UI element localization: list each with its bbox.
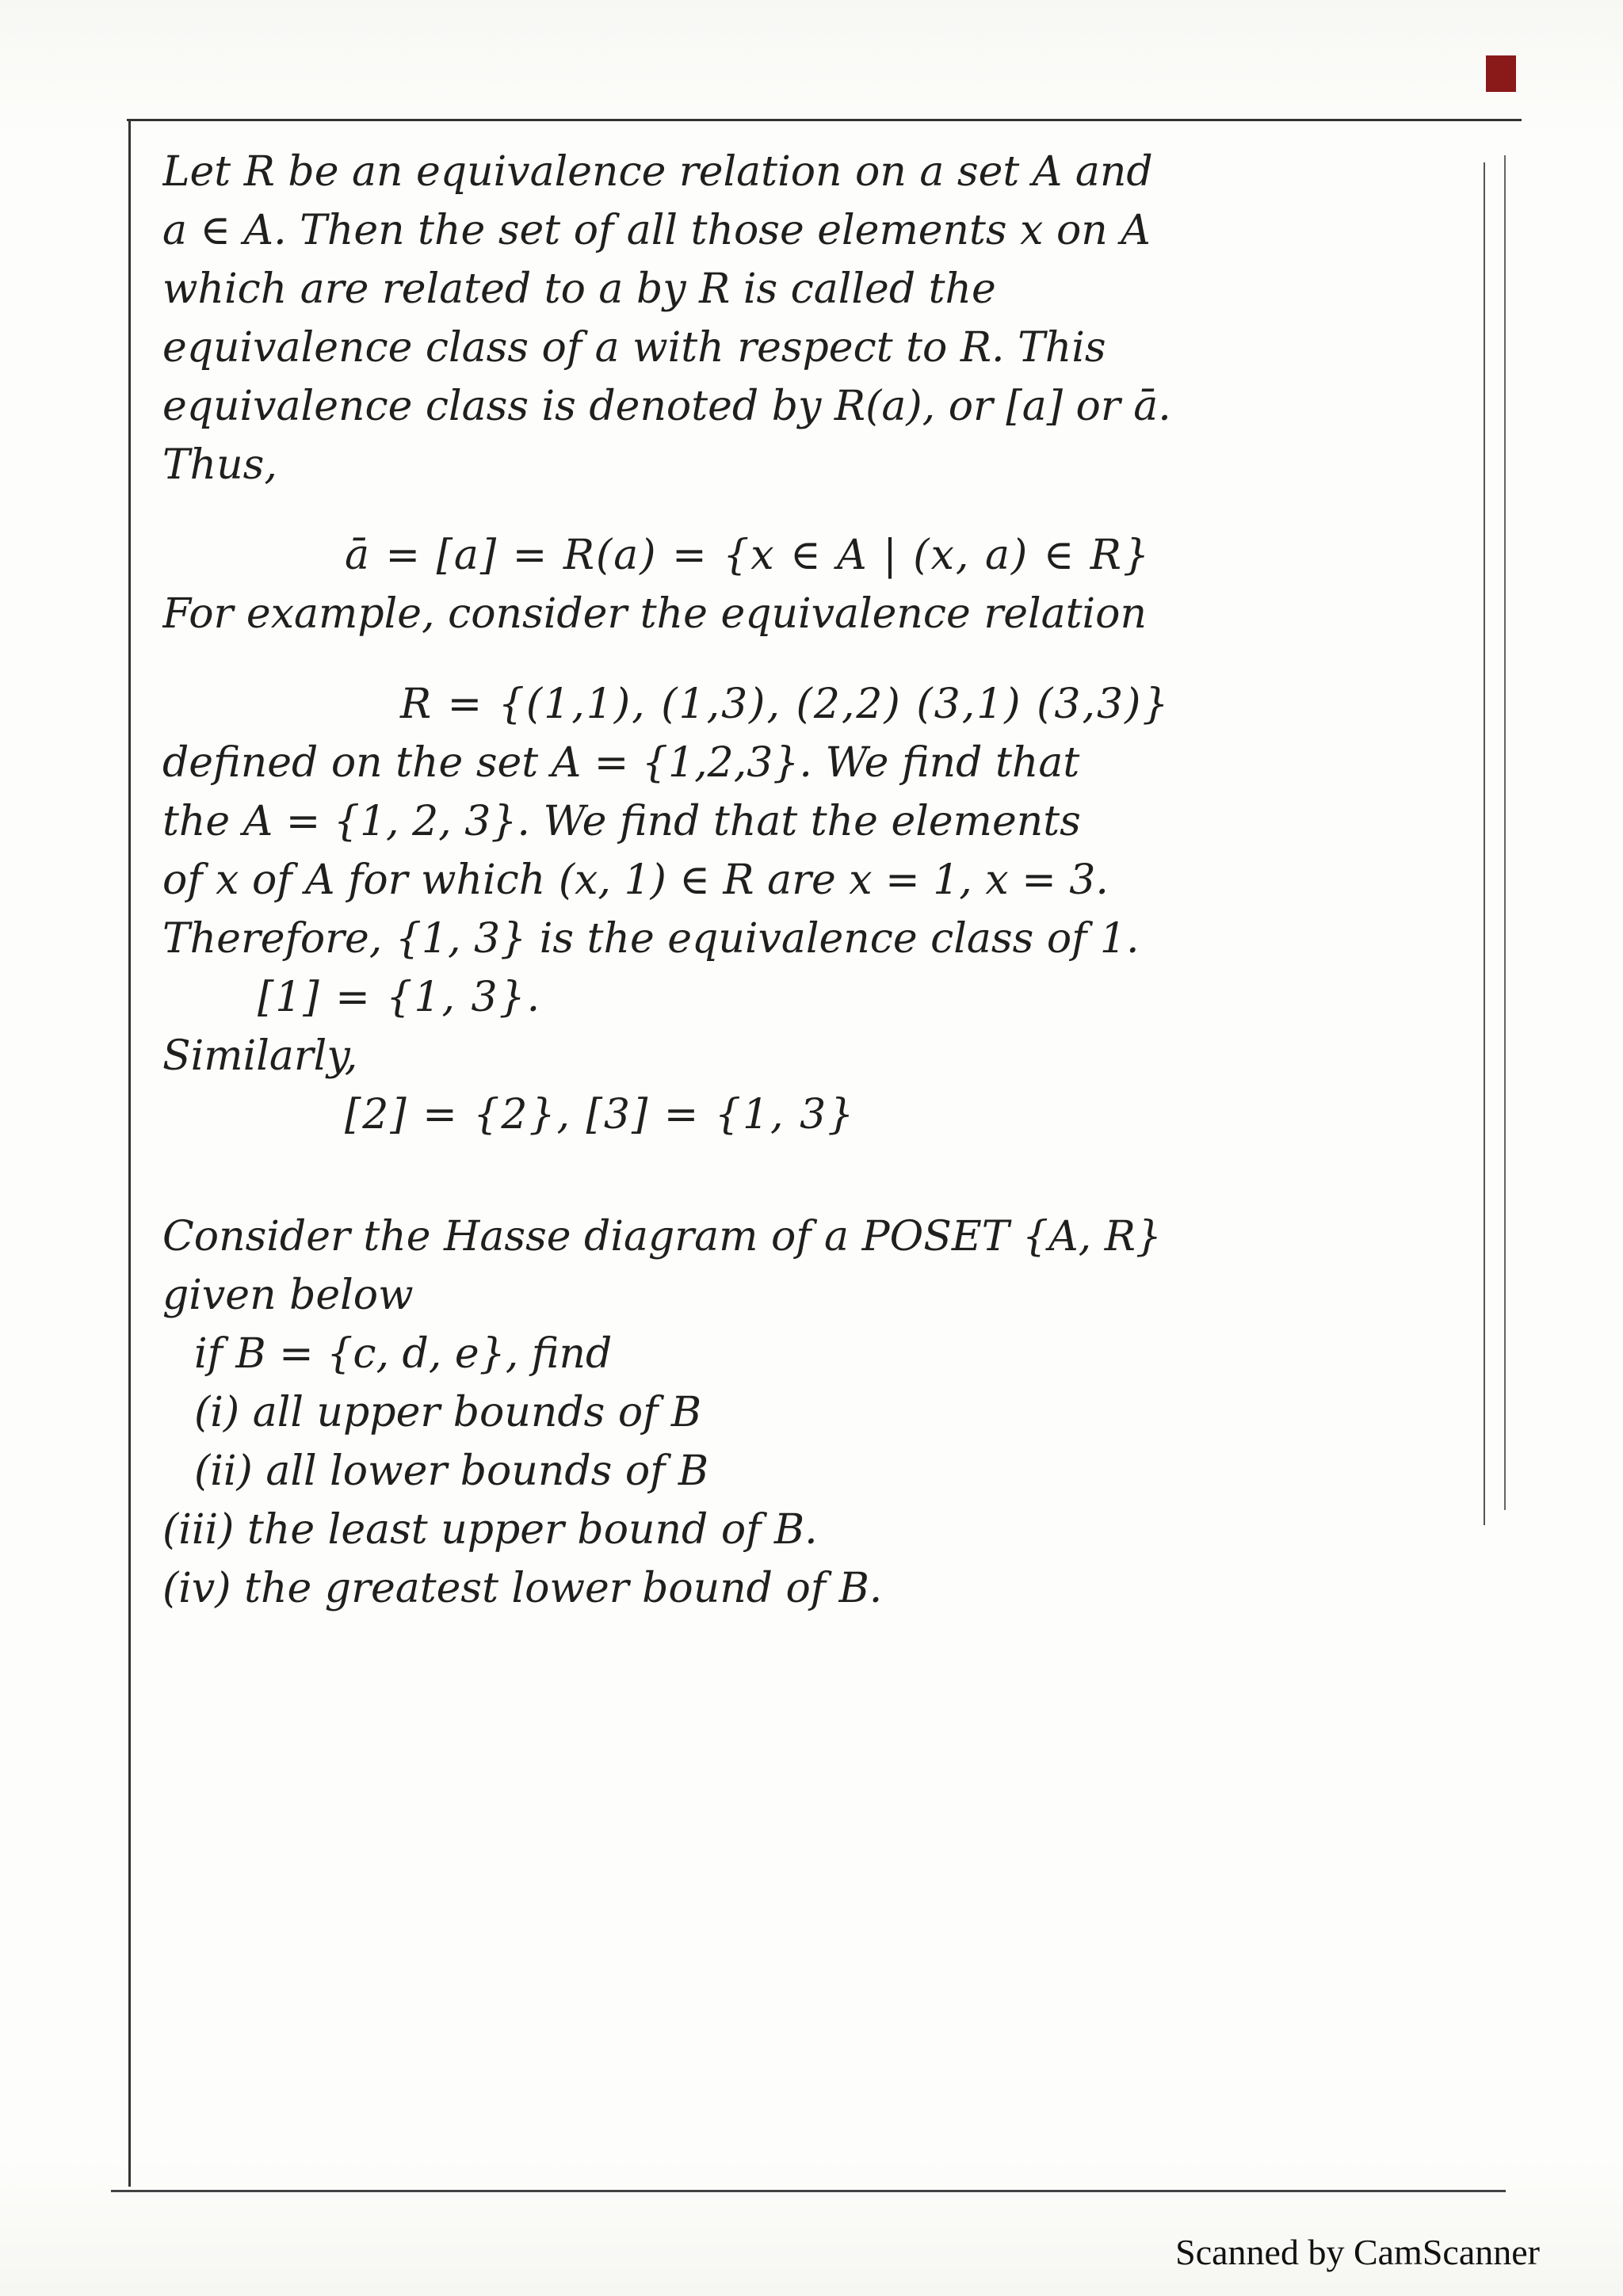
classes-two-three: [2] = {2}, [3] = {1, 3} — [345, 1091, 856, 1138]
equivalence-class-formula: ā = [a] = R(a) = {x ∈ A | (x, a) ∈ R} — [345, 532, 1151, 579]
note-line: Similarly, — [162, 1032, 358, 1080]
right-margin-rule — [1484, 162, 1485, 1525]
note-line: equivalence class is denoted by R(a), or [a] or ā. — [162, 383, 1171, 430]
top-rule — [127, 119, 1522, 121]
note-line: Therefore, {1, 3} is the equivalence class of 1. — [162, 915, 1140, 963]
note-line: For example, consider the equivalence relation — [162, 590, 1147, 638]
note-line: Consider the Hasse diagram of a POSET {A, R} — [162, 1213, 1162, 1261]
note-line: a ∈ A. Then the set of all those elements x on A — [162, 207, 1151, 254]
relation-definition: R = {(1,1), (1,3), (2,2) (3,1) (3,3)} — [400, 681, 1170, 728]
class-of-one: [1] = {1, 3}. — [258, 974, 542, 1021]
question-intro: if B = {c, d, e}, find — [194, 1330, 613, 1378]
note-line: which are related to a by R is called the — [162, 265, 996, 313]
right-margin-rule-outer — [1504, 155, 1506, 1510]
note-line: given below — [162, 1272, 414, 1319]
question-item: (ii) all lower bounds of B — [194, 1447, 709, 1495]
note-line: the A = {1, 2, 3}. We find that the elements — [162, 798, 1081, 845]
note-line: Let R be an equivalence relation on a set A and — [162, 148, 1153, 196]
question-item: (iii) the least upper bound of B. — [162, 1506, 818, 1554]
note-line: Thus, — [162, 441, 277, 489]
note-line: of x of A for which (x, 1) ∈ R are x = 1, x = 3. — [162, 856, 1109, 904]
note-line: defined on the set A = {1,2,3}. We find that — [162, 739, 1080, 787]
left-margin-rule — [128, 119, 131, 2187]
question-item: (iv) the greatest lower bound of B. — [162, 1565, 883, 1612]
question-item: (i) all upper bounds of B — [194, 1389, 702, 1436]
scanner-watermark: Scanned by CamScanner — [1175, 2232, 1540, 2272]
note-line: equivalence class of a with respect to R. This — [162, 324, 1106, 372]
corner-mark — [1486, 55, 1516, 92]
handwritten-notes — [162, 143, 1462, 1618]
bottom-rule — [111, 2190, 1506, 2192]
